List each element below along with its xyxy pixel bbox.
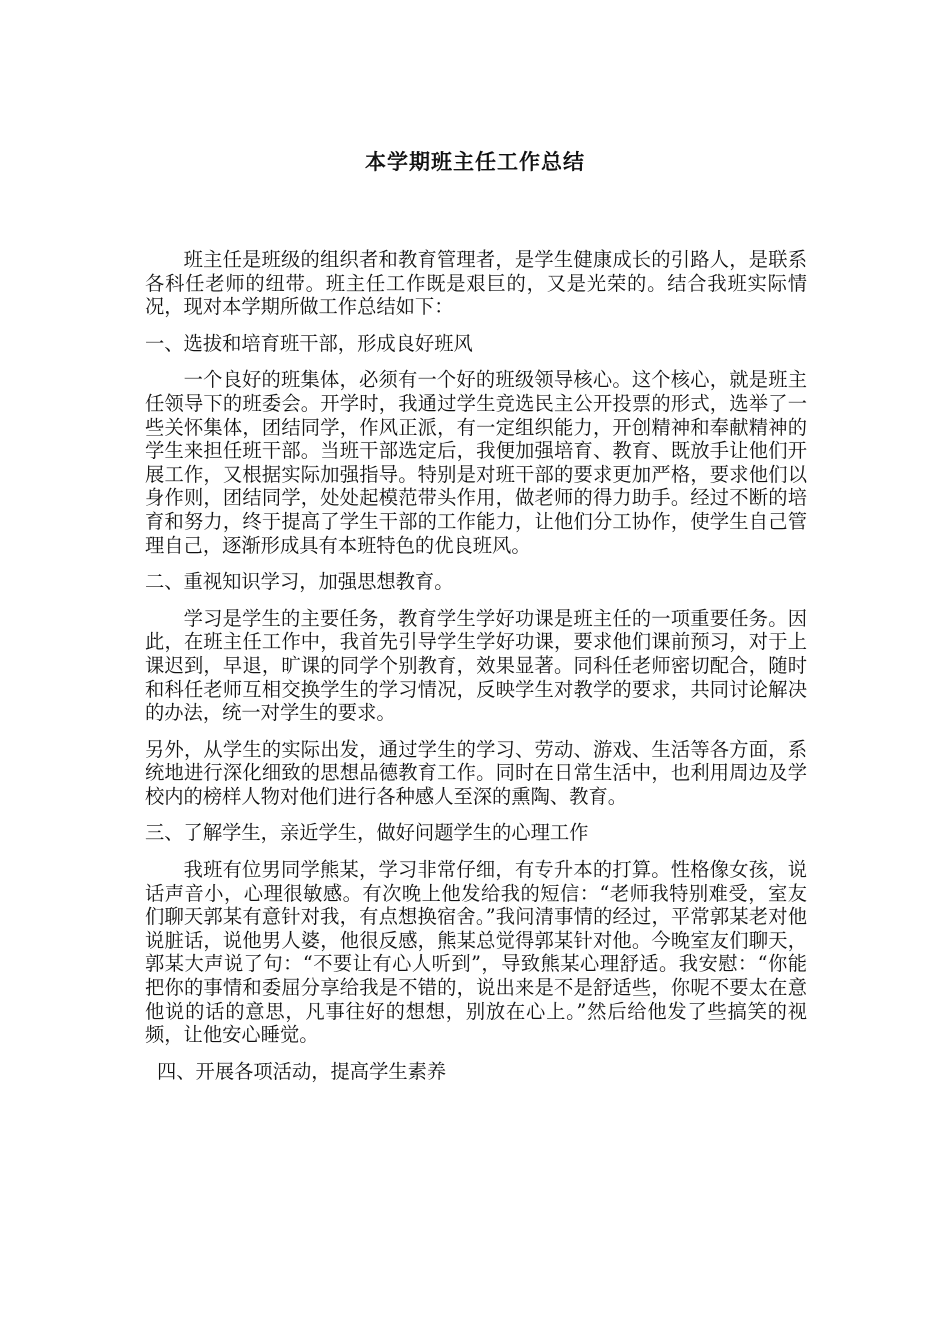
section-heading-1: 一、选拔和培育班干部，形成良好班风 [145,331,473,355]
section-3-paragraph-1: 我班有位男同学熊某，学习非常仔细，有专升本的打算。性格像女孩，说话声音小，心理很敏感。有次晚上他发给我的短信：“老师我特别难受，室友们聊天郭某有意针对我，有点想换宿舍。”我问清事情的经过，平常郭某老对他说脏话，说他男人婆，他很反感，熊某总觉得郭某针对他。今晚室友们聊天，郭某大声说了句：“不要让有心人听到”，导致熊某心理舒适。我安慰：“你能把你的事情和委屈分享给我是不错的，说出来是不是舒适些，你呢不要太在意他说的话的意思，凡事往好的想想，别放在心上。”然后给他发了些搞笑的视频，让他安心睡觉。 [145,858,807,1047]
document-title: 本学期班主任工作总结 [365,150,585,174]
section-2-paragraph-1: 学习是学生的主要任务，教育学生学好功课是班主任的一项重要任务。因此，在班主任工作中，我首先引导学生学好功课，要求他们课前预习，对于上课迟到，早退，旷课的同学个别教育，效果显著。同科任老师密切配合，随时和科任老师互相交换学生的学习情况，反映学生对教学的要求，共同讨论解决的办法，统一对学生的要求。 [145,606,807,725]
section-heading-2: 二、重视知识学习，加强思想教育。 [145,570,454,594]
document-body [145,248,807,1096]
section-heading-3: 三、了解学生，亲近学生，做好问题学生的心理工作 [145,821,589,845]
section-heading-4: 四、开展各项活动，提高学生素养 [157,1059,447,1083]
section-1-paragraph-1: 一个良好的班集体，必须有一个好的班级领导核心。这个核心，就是班主任领导下的班委会。开学时，我通过学生竞选民主公开投票的形式，选举了一些关怀集体，团结同学，作风正派，有一定组织能力，开创精神和奉献精神的学生来担任班干部。当班干部选定后，我便加强培育、教育、既放手让他们开展工作，又根据实际加强指导。特别是对班干部的要求更加严格，要求他们以身作则，团结同学，处处起模范带头作用，做老师的得力助手。经过不断的培育和努力，终于提高了学生干部的工作能力，让他们分工协作，使学生自己管理自己，逐渐形成具有本班特色的优良班风。 [145,368,807,557]
intro-paragraph: 班主任是班级的组织者和教育管理者，是学生健康成长的引路人，是联系各科任老师的纽带。班主任工作既是艰巨的，又是光荣的。结合我班实际情况，现对本学期所做工作总结如下： [145,248,807,319]
section-2-paragraph-2: 另外，从学生的实际出发，通过学生的学习、劳动、游戏、生活等各方面，系统地进行深化细致的思想品德教育工作。同时在日常生活中，也利用周边及学校内的榜样人物对他们进行各种感人至深的熏陶、教育。 [145,737,807,808]
